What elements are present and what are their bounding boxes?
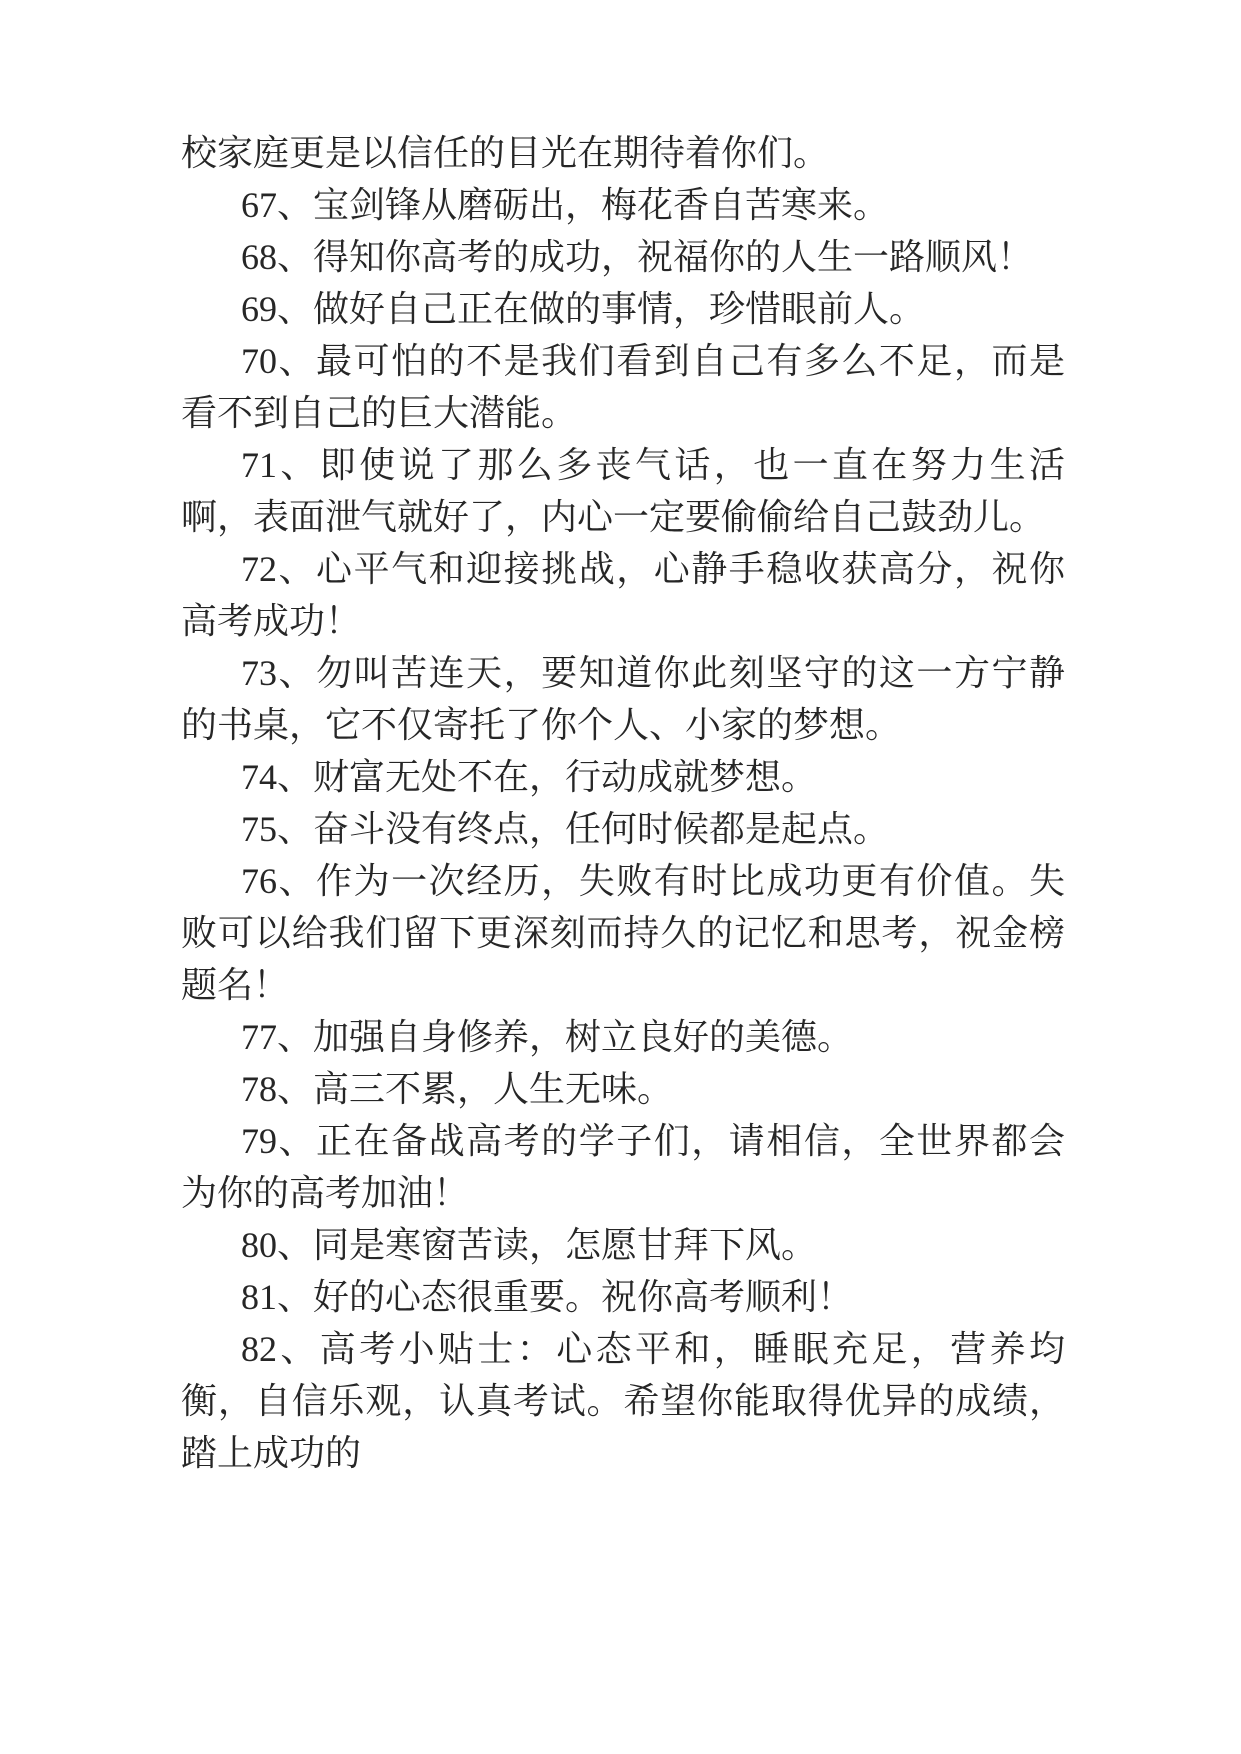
paragraph-item-82: 82、高考小贴士：心态平和，睡眠充足，营养均衡，自信乐观，认真考试。希望你能取得优异的成绩，踏上成功的 <box>181 1329 1065 1473</box>
paragraph-item-78: 78、高三不累，人生无味。 <box>241 1069 674 1109</box>
document-body <box>181 127 1065 1479</box>
paragraph-item-75: 75、奋斗没有终点，任何时候都是起点。 <box>241 809 890 849</box>
paragraph-item-77: 77、加强自身修养，树立良好的美德。 <box>241 1017 854 1057</box>
paragraph-continuation: 校家庭更是以信任的目光在期待着你们。 <box>181 133 830 173</box>
paragraph-item-68: 68、得知你高考的成功，祝福你的人生一路顺风！ <box>241 237 1034 277</box>
paragraph-item-81: 81、好的心态很重要。祝你高考顺利！ <box>241 1277 854 1317</box>
paragraph-item-74: 74、财富无处不在，行动成就梦想。 <box>241 757 818 797</box>
paragraph-item-71: 71、即使说了那么多丧气话，也一直在努力生活啊，表面泄气就好了，内心一定要偷偷给自己鼓劲儿。 <box>181 445 1065 537</box>
paragraph-item-72: 72、心平气和迎接挑战，心静手稳收获高分，祝你高考成功！ <box>181 549 1065 641</box>
paragraph-item-76: 76、作为一次经历，失败有时比成功更有价值。失败可以给我们留下更深刻而持久的记忆和思考，祝金榜题名！ <box>181 861 1065 1005</box>
paragraph-item-73: 73、勿叫苦连天，要知道你此刻坚守的这一方宁静的书桌，它不仅寄托了你个人、小家的梦想。 <box>181 653 1065 745</box>
paragraph-item-69: 69、做好自己正在做的事情，珍惜眼前人。 <box>241 289 926 329</box>
paragraph-item-79: 79、正在备战高考的学子们，请相信，全世界都会为你的高考加油！ <box>181 1121 1065 1213</box>
paragraph-item-80: 80、同是寒窗苦读，怎愿甘拜下风。 <box>241 1225 818 1265</box>
paragraph-item-67: 67、宝剑锋从磨砺出，梅花香自苦寒来。 <box>241 185 890 225</box>
paragraph-item-70: 70、最可怕的不是我们看到自己有多么不足，而是看不到自己的巨大潜能。 <box>181 341 1065 433</box>
